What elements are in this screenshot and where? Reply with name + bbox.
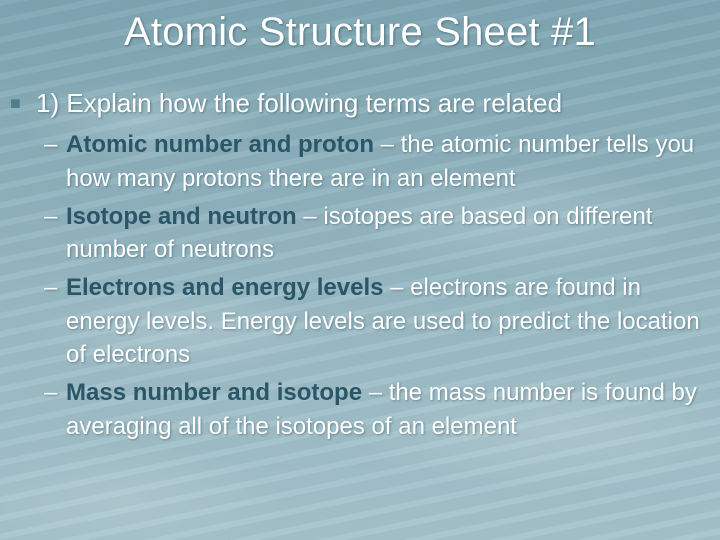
question-line (10, 86, 710, 120)
dash-marker: – (44, 131, 58, 158)
square-bullet-icon: ■ (10, 93, 21, 113)
term-label: Atomic number and proton (66, 131, 374, 158)
list-item (44, 200, 704, 267)
list-item-text (66, 376, 704, 443)
term-explanation: – the atomic number tells you how many protons there are in an element (66, 131, 695, 192)
dash-marker: – (44, 202, 58, 230)
term-label: Mass number and isotope (66, 379, 363, 406)
list-item-text (66, 271, 704, 372)
dash-marker: – (44, 379, 58, 406)
slide-title: Atomic Structure Sheet #1 (124, 10, 596, 54)
term-label: Electrons and energy levels (66, 274, 384, 301)
list-item (44, 128, 704, 195)
list-item (44, 271, 704, 372)
term-label: Isotope and neutron (66, 202, 297, 230)
dash-marker: – (44, 274, 58, 301)
list-item-text (66, 128, 704, 195)
list-item-text (66, 200, 704, 267)
answer-list (44, 128, 704, 448)
term-explanation: – the mass number is found by averaging all of the isotopes of an element (66, 379, 697, 440)
list-item (44, 376, 704, 443)
term-explanation: – electrons are found in energy levels. Energy levels are used to predict the location of electrons (66, 274, 700, 368)
question-text: 1) Explain how the following terms are related (36, 88, 563, 118)
term-explanation: – isotopes are based on different number of neutrons (66, 202, 653, 263)
